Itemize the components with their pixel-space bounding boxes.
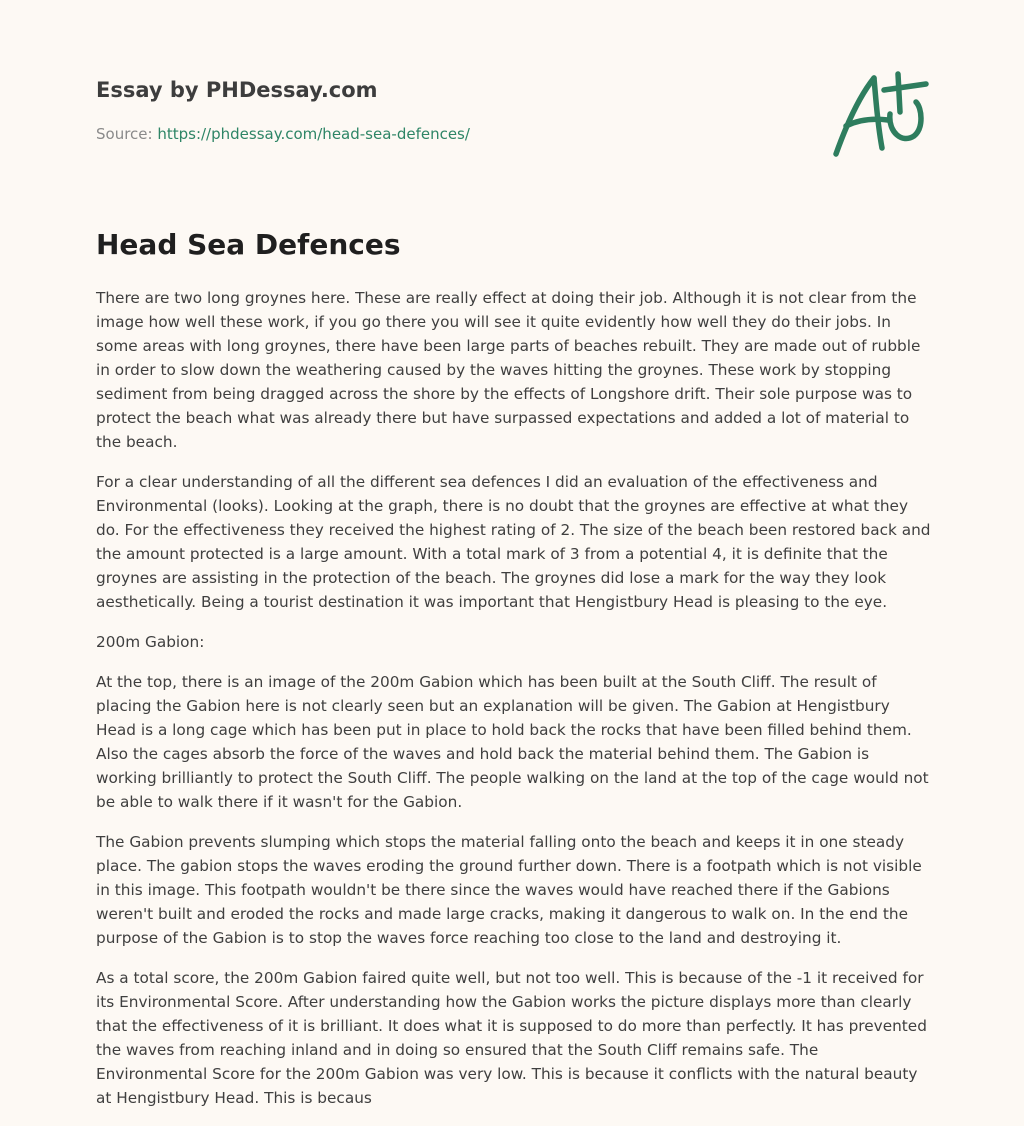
source-link[interactable]: https://phdessay.com/head-sea-defences/ [157, 125, 470, 143]
paragraph: There are two long groynes here. These are really effect at doing their job. Although it is not clear from the image how well these work, if you go there you will see it quite evidently how well they do their jobs. In some areas with long groynes, there have been large parts of beaches rebuilt. They are made out of rubble in order to slow down the weathering caused by the waves hitting the groynes. These work by stopping sediment from being dragged across the shore by the effects of Longshore drift. Their sole purpose was to protect the beach what was already there but have surpassed expectations and added a lot of material to the beach. [96, 289, 921, 451]
paragraph: 200m Gabion: [96, 633, 205, 651]
a-plus-logo-icon [828, 68, 932, 164]
source-label: Source: [96, 125, 158, 143]
page-header [96, 76, 936, 176]
brand-title: Essay by PHDessay.com [96, 78, 378, 102]
page-title: Head Sea Defences [96, 228, 401, 261]
article-body [96, 286, 932, 1126]
paragraph: At the top, there is an image of the 200m Gabion which has been built at the South Cliff. The result of placing the Gabion here is not clearly seen but an explanation will be given. The Gabion at Hengistbury Head is a long cage which has been put in place to hold back the rocks that have been filled behind them. Also the cages absorb the force of the waves and hold back the material behind them. The Gabion is working brilliantly to protect the South Cliff. The people walking on the land at the top of the cage would not be able to walk there if it wasn't for the Gabion. [96, 673, 929, 811]
paragraph: The Gabion prevents slumping which stops the material falling onto the beach and keeps it in one steady place. The gabion stops the waves eroding the ground further down. There is a footpath which is not visible in this image. This footpath wouldn't be there since the waves would have reached there if the Gabions weren't built and eroded the rocks and made large cracks, making it dangerous to walk on. In the end the purpose of the Gabion is to stop the waves force reaching too close to the land and destroying it. [96, 833, 922, 947]
paragraph: For a clear understanding of all the different sea defences I did an evaluation of the effectiveness and Environmental (looks). Looking at the graph, there is no doubt that the groynes are effective at what they do. For the effectiveness they received the highest rating of 2. The size of the beach been restored back and the amount protected is a large amount. With a total mark of 3 from a potential 4, it is definite that the groynes are assisting in the protection of the beach. The groynes did lose a mark for the way they look aesthetically. Being a tourist destination it was important that Hengistbury Head is pleasing to the eye. [96, 473, 931, 611]
paragraph: As a total score, the 200m Gabion faired quite well, but not too well. This is because of the -1 it received for its Environmental Score. After understanding how the Gabion works the picture displays more than clearly that the effectiveness of it is brilliant. It does what it is supposed to do more than perfectly. It has prevented the waves from reaching inland and in doing so ensured that the South Cliff remains safe. The Environmental Score for the 200m Gabion was very low. This is because it conflicts with the natural beauty at Hengistbury Head. This is becaus [96, 969, 927, 1107]
source-line [96, 124, 470, 144]
